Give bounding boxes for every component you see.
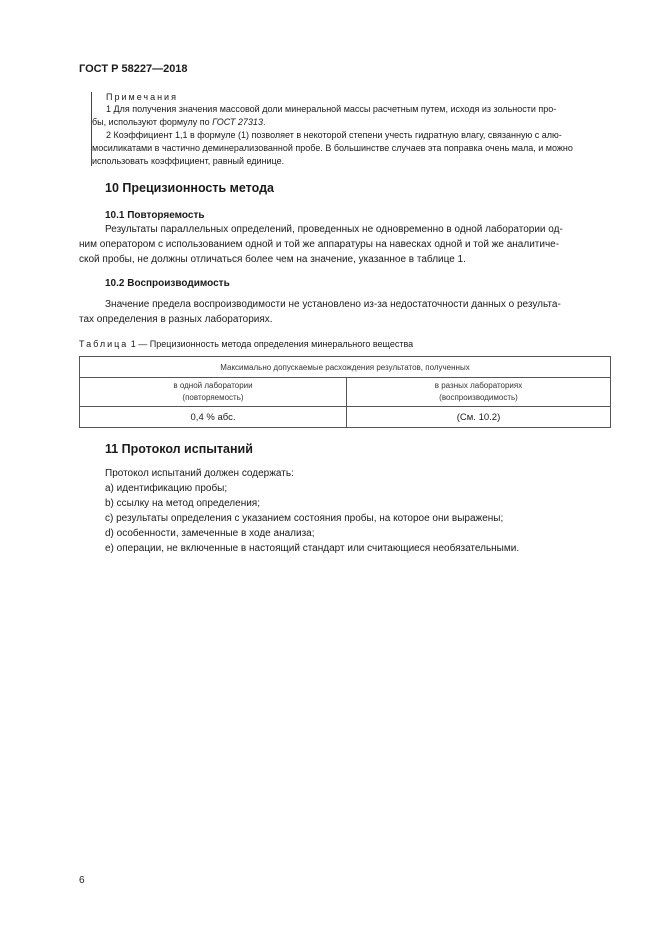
list-item: a) идентификацию пробы;: [105, 483, 228, 494]
note-line: использовать коэффициент, равный единице.: [92, 156, 285, 166]
notes-heading: Примечания: [106, 92, 178, 102]
table-cell-repeatability: 0,4 % абс.: [80, 407, 347, 428]
paragraph-line: Результаты параллельных определений, проведенных не одновременно в одной лаборатории од-: [105, 224, 563, 235]
list-item: b) ссылку на метод определения;: [105, 498, 260, 509]
note-line: 1 Для получения значения массовой доли минеральной массы расчетным путем, исходя из зольности про-: [106, 104, 557, 114]
table-header-col2-line2: (воспроизводимость): [439, 393, 518, 402]
precision-table: [79, 356, 611, 428]
table-header-col2: [347, 378, 611, 407]
table-caption: [79, 339, 413, 349]
paragraph-line: Значение предела воспроизводимости не установлено из-за недостаточности данных о результа-: [105, 299, 561, 310]
subsection-10-2-text: [79, 297, 588, 327]
table-header-col1-line1: в одной лаборатории: [173, 381, 253, 390]
page-number: 6: [79, 875, 85, 886]
table-header-col1-line2: (повторяемость): [182, 393, 244, 402]
table-header-col1: [80, 378, 347, 407]
list-intro: Протокол испытаний должен содержать:: [105, 468, 294, 479]
subsection-10-2-title: 10.2 Воспроизводимость: [105, 278, 230, 289]
table-header-top: Максимально допускаемые расхождения результатов, полученных: [80, 357, 611, 378]
protocol-list: [105, 466, 519, 556]
list-item: d) особенности, замеченные в ходе анализа;: [105, 528, 315, 539]
document-code: ГОСТ Р 58227—2018: [79, 63, 188, 75]
subsection-10-1-text: [79, 222, 588, 267]
table-header-col2-line1: в разных лабораториях: [434, 381, 523, 390]
table-caption-text: 1 — Прецизионность метода определения минерального вещества: [128, 339, 414, 349]
section-11-title: 11 Протокол испытаний: [105, 442, 253, 456]
table-cell-reproducibility: (См. 10.2): [347, 407, 611, 428]
paragraph-line: ним оператором с использованием одной и той же аппаратуры на навесках одной и той же аналитиче-: [79, 239, 560, 250]
notes-block: [91, 92, 585, 166]
note-line: мосиликатами в частично деминерализованной пробе. В большинстве случаев эта поправка очень мала, и можно: [92, 143, 573, 153]
note-line: бы, используют формулу по ГОСТ 27313.: [92, 117, 266, 127]
section-10-title: 10 Прецизионность метода: [105, 181, 275, 195]
table-caption-label: Таблица: [79, 339, 129, 349]
list-item: e) операции, не включенные в настоящий стандарт или считающиеся необязательными.: [105, 543, 520, 554]
note-line: 2 Коэффициент 1,1 в формуле (1) позволяет в некоторой степени учесть гидратную влагу, связанную с алю-: [106, 130, 562, 140]
paragraph-line: тах определения в разных лабораториях.: [79, 314, 273, 325]
list-item: c) результаты определения с указанием состояния пробы, на которое они выражены;: [105, 513, 504, 524]
subsection-10-1-title: 10.1 Повторяемость: [105, 210, 205, 221]
paragraph-line: ской пробы, не должны отличаться более чем на значение, указанное в таблице 1.: [79, 254, 466, 265]
